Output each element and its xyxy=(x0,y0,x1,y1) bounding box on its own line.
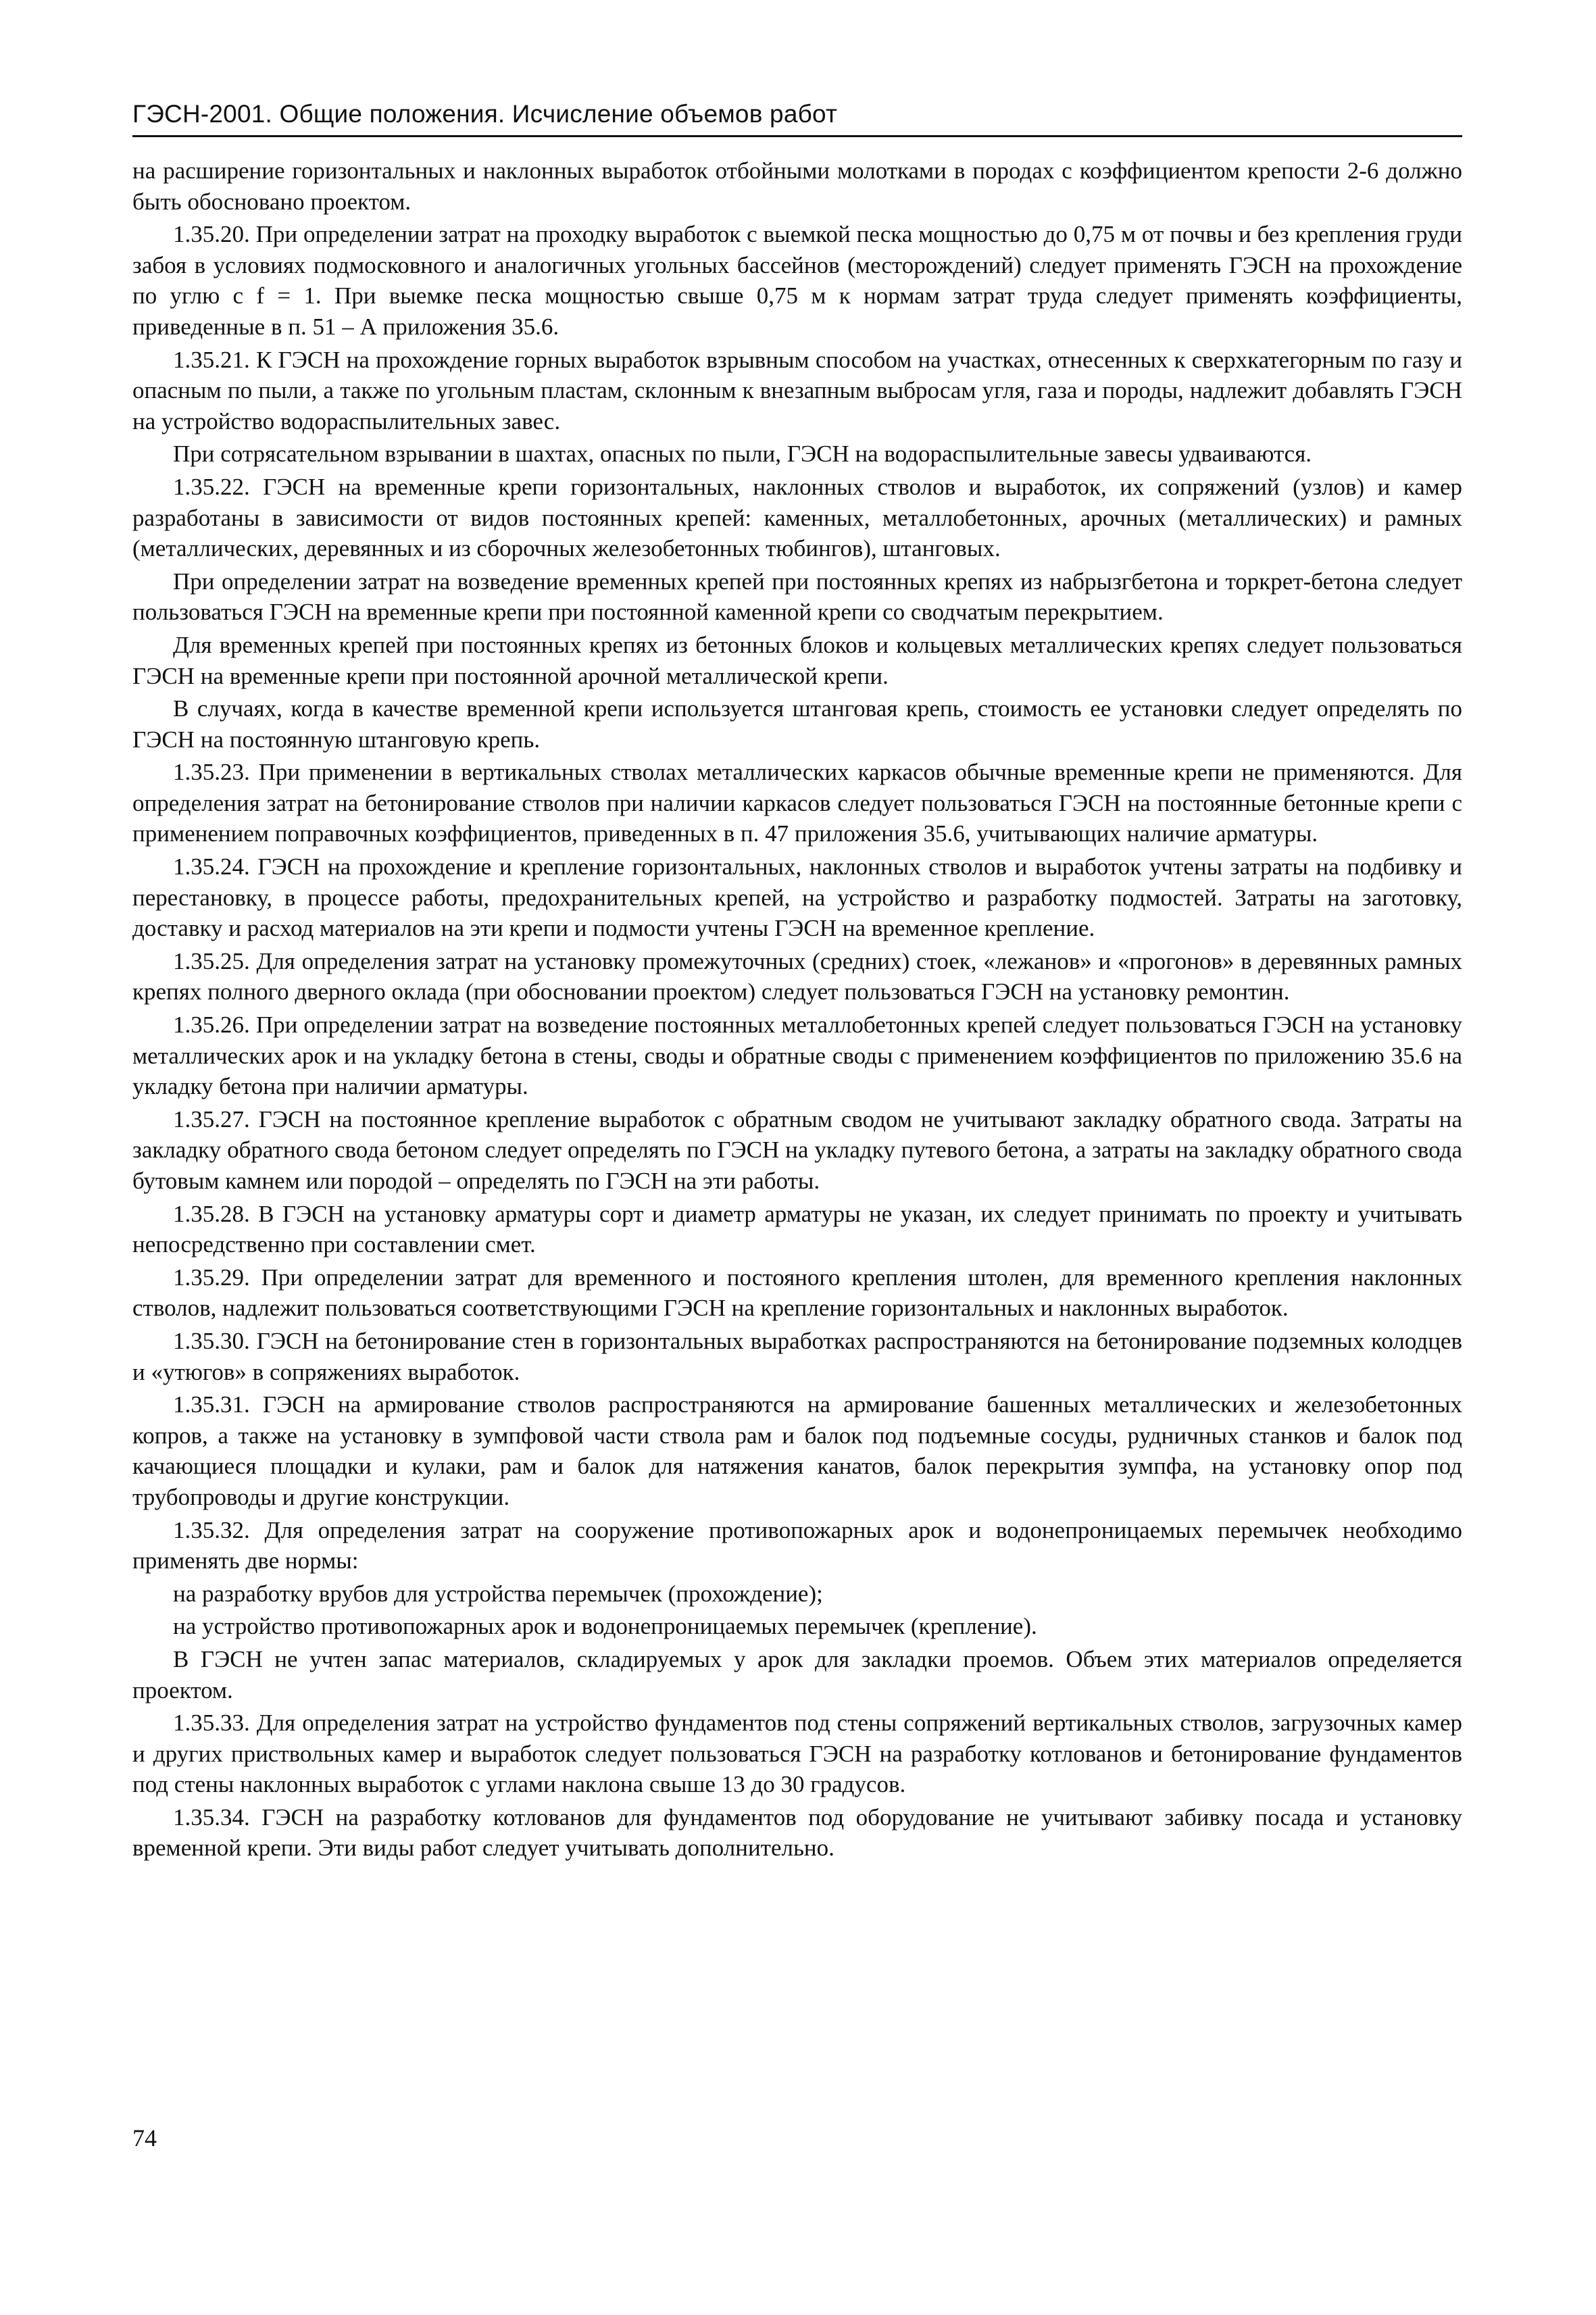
paragraph-1-35-23: 1.35.23. При применении в вертикальных стволах металлических каркасов обычные временные крепи не применяются. Для определения затрат на бетонирование стволов при наличии каркасов следует пользоваться ГЭСН на постоянные бетонные крепи с применением поправочных коэффициентов, приведенных в п. 47 приложения 35.6, учитывающих наличие арматуры. xyxy=(132,759,1462,847)
paragraph-1-35-27: 1.35.27. ГЭСН на постоянное крепление выработок с обратным сводом не учитывают закладку обратного свода. Затраты на закладку обратного свода бетоном следует определять по ГЭСН на укладку путевого бетона, а затраты на закладку обратного свода бутовым камнем или породой – определять по ГЭСН на эти работы. xyxy=(132,1105,1462,1194)
paragraph-1-35-24: 1.35.24. ГЭСН на прохождение и крепление горизонтальных, наклонных стволов и выработок учтены затраты на подбивку и перестановку, в процессе работы, предохранительных крепей, на устройство и разработку подмостей. Затраты на заготовку, доставку и расход материалов на эти крепи и подмости учтены ГЭСН на временное крепление. xyxy=(132,853,1462,942)
paragraph: В ГЭСН не учтен запас материалов, складируемых у арок для закладки проемов. Объем этих материалов определяется проектом. xyxy=(132,1645,1462,1703)
paragraph-1-35-29: 1.35.29. При определении затрат для временного и постояного крепления штолен, для временного крепления наклонных стволов, надлежит пользоваться соответствующими ГЭСН на крепление горизонтальных и наклонных выработок. xyxy=(132,1264,1462,1322)
paragraph-1-35-31: 1.35.31. ГЭСН на армирование стволов распространяются на армирование башенных металлических и железобетонных копров, а также на установку в зумпфовой части ствола рам и балок под подъемные сосуды, рудничных станков и балок под качающиеся площадки и кулаки, рам и балок для натяжения канатов, балок перекрытия зумпфа, на установку опор под трубопроводы и другие конструкции. xyxy=(132,1391,1462,1510)
page-number: 74 xyxy=(132,2124,157,2151)
paragraph-1-35-22: 1.35.22. ГЭСН на временные крепи горизонтальных, наклонных стволов и выработок, их сопряжений (узлов) и камер разработаны в зависимости от видов постоянных крепей: каменных, металлобетонных, арочных (металлических) и рамных (металлических, деревянных и из сборочных железобетонных тюбингов), штанговых. xyxy=(132,473,1462,562)
paragraph-1-35-33: 1.35.33. Для определения затрат на устройство фундаментов под стены сопряжений вертикальных стволов, загрузочных камер и других приствольных камер и выработок следует пользоваться ГЭСН на разработку котлованов и бетонирование фундаментов под стены наклонных выработок с углами наклона свыше 13 до 30 градусов. xyxy=(132,1710,1462,1798)
paragraph-1-35-34: 1.35.34. ГЭСН на разработку котлованов для фундаментов под оборудование не учитывают забивку посада и установку временной крепи. Эти виды работ следует учитывать дополнительно. xyxy=(132,1803,1462,1862)
paragraph-1-35-21: 1.35.21. К ГЭСН на прохождение горных выработок взрывным способом на участках, отнесенных к сверхкатегорным по газу и опасным по пыли, а также по угольным пластам, склонным к внезапным выбросам угля, газа и породы, надлежит добавлять ГЭСН на устройство водораспылительных завес. xyxy=(132,346,1462,434)
list-item: на устройство противопожарных арок и водонепроницаемых перемычек (крепление). xyxy=(173,1613,1037,1640)
paragraph-1-35-28: 1.35.28. В ГЭСН на установку арматуры сорт и диаметр арматуры не указан, их следует принимать по проекту и учитывать непосредственно при составлении смет. xyxy=(132,1200,1462,1258)
running-header: ГЭСН-2001. Общие положения. Исчисление объемов работ xyxy=(132,100,838,128)
paragraph-1-35-20: 1.35.20. При определении затрат на проходку выработок с выемкой песка мощностью до 0,75 м от почвы и без крепления груди забоя в условиях подмосковного и аналогичных угольных бассейнов (месторождений) следует применять ГЭСН на прохождение по углю с f = 1. При выемке песка мощностью свыше 0,75 м к нормам затрат труда следует применять коэффициенты, приведенные в п. 51 – А приложения 35.6. xyxy=(132,221,1462,340)
paragraph-1-35-25: 1.35.25. Для определения затрат на установку промежуточных (средних) стоек, «лежанов» и «прогонов» в деревянных рамных крепях полного дверного оклада (при обосновании проектом) следует пользоваться ГЭСН на установку ремонтин. xyxy=(132,947,1462,1005)
paragraph-1-35-26: 1.35.26. При определении затрат на возведение постоянных металлобетонных крепей следует пользоваться ГЭСН на установку металлических арок и на укладку бетона в стены, своды и обратные своды с применением коэффициентов по приложению 35.6 на укладку бетона при наличии арматуры. xyxy=(132,1012,1462,1100)
paragraph-1-35-30: 1.35.30. ГЭСН на бетонирование стен в горизонтальных выработках распространяются на бетонирование подземных колодцев и «утюгов» в сопряжениях выработок. xyxy=(132,1327,1462,1385)
paragraph-continuation: на расширение горизонтальных и наклонных выработок отбойными молотками в породах с коэффициентом крепости 2-6 должно быть обосновано проектом. xyxy=(132,157,1462,215)
paragraph: При определении затрат на возведение временных крепей при постоянных крепях из набрызгбетона и торкрет-бетона следует пользоваться ГЭСН на временные крепи при постоянной каменной крепи со сводчатым перекрытием. xyxy=(132,568,1462,626)
paragraph-1-35-32: 1.35.32. Для определения затрат на сооружение противопожарных арок и водонепроницаемых перемычек необходимо применять две нормы: xyxy=(132,1516,1462,1574)
paragraph: Для временных крепей при постоянных крепях из бетонных блоков и кольцевых металлических крепях следует пользоваться ГЭСН на временные крепи при постоянной арочной металлической крепи. xyxy=(132,631,1462,689)
paragraph: В случаях, когда в качестве временной крепи используется штанговая крепь, стоимость ее установки следует определять по ГЭСН на постоянную штанговую крепь. xyxy=(132,695,1462,753)
body-text xyxy=(132,155,1462,1866)
list-item: на разработку врубов для устройства перемычек (прохождение); xyxy=(173,1580,823,1607)
header-rule xyxy=(132,135,1462,137)
paragraph: При сотрясательном взрывании в шахтах, опасных по пыли, ГЭСН на водораспылительные завесы удваиваются. xyxy=(173,441,1312,468)
